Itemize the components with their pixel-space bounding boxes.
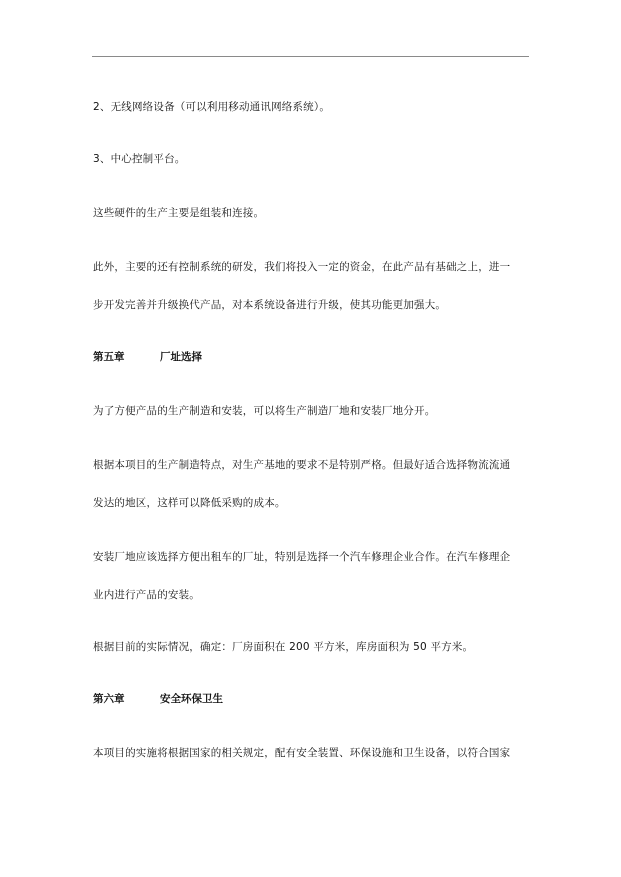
chapter-heading-5	[93, 350, 202, 364]
paragraph-line: 发达的地区，这样可以降低采购的成本。	[93, 497, 286, 509]
paragraph-line: 业内进行产品的安装。	[93, 589, 200, 601]
paragraph-line: 为了方便产品的生产制造和安装，可以将生产制造厂地和安装厂地分开。	[93, 405, 436, 417]
paragraph-line: 本项目的实施将根据国家的相关规定，配有安全装置、环保设施和卫生设备，以符合国家	[93, 747, 511, 759]
paragraph-line: 2、无线网络设备（可以利用移动通讯网络系统）。	[93, 101, 331, 113]
chapter-title: 安全环保卫生	[160, 693, 223, 705]
paragraph-line: 根据本项目的生产制造特点，对生产基地的要求不是特别严格。但最好适合选择物流流通	[93, 459, 511, 471]
chapter-heading-6	[93, 692, 223, 706]
paragraph-line: 3、中心控制平台。	[93, 153, 186, 165]
paragraph-line: 步开发完善并升级换代产品，对本系统设备进行升级，使其功能更加强大。	[93, 299, 447, 311]
chapter-title: 厂址选择	[160, 351, 202, 363]
header-rule	[92, 56, 529, 57]
paragraph-line: 这些硬件的生产主要是组装和连接。	[93, 207, 265, 219]
chapter-number: 第六章	[93, 693, 125, 705]
paragraph-line: 此外，主要的还有控制系统的研发，我们将投入一定的资金，在此产品有基础之上，进一	[93, 261, 511, 273]
paragraph-line: 根据目前的实际情况，确定：厂房面积在 200 平方米，库房面积为 50 平方米。	[93, 641, 474, 653]
paragraph-line: 安装厂地应该选择方便出租车的厂址，特别是选择一个汽车修理企业合作。在汽车修理企	[93, 551, 511, 563]
chapter-number: 第五章	[93, 351, 125, 363]
